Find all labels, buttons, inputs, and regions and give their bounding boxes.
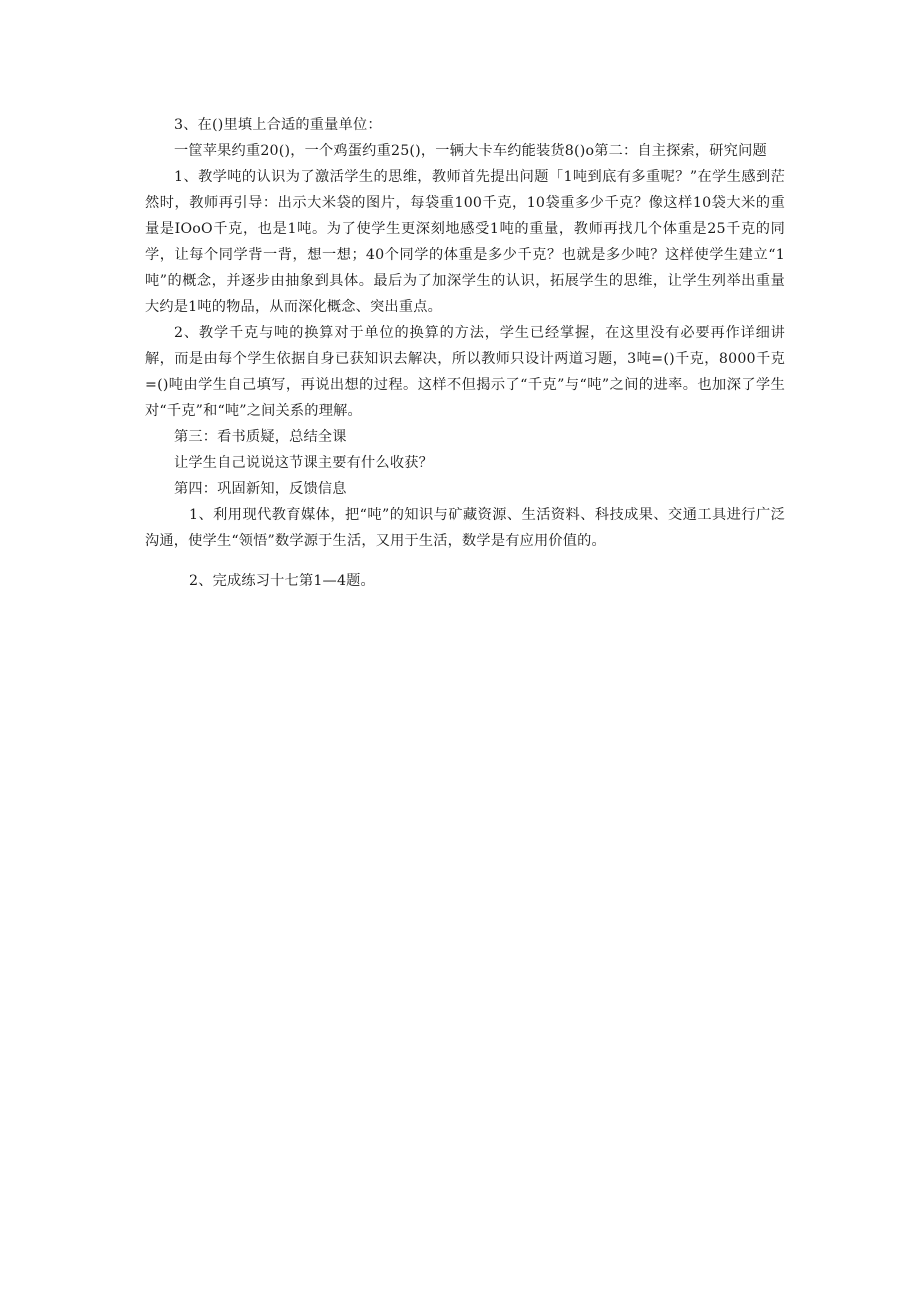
paragraph-modern-media: 1、利用现代教育媒体，把“吨”的知识与矿藏资源、生活资料、科技成果、交通工具进行广泛沟通，使学生“领悟”数学源于生活，又用于生活，数学是有应用价值的。: [145, 507, 785, 549]
section-3-heading: 第三：看书质疑，总结全课: [174, 429, 347, 445]
paragraph-unit-conversion: 2、教学千克与吨的换算对于单位的换算的方法，学生已经掌握，在这里没有必要再作详细讲解，而是由每个学生依据自身已获知识去解决，所以教师只设计两道习题，3吨=()千克，8000千克=()吨由学生自己填写，再说出想的过程。这样不但揭示了“千克”与“吨”之间的进率。也加深了学生对“千克”和“吨”之间关系的理解。: [145, 325, 785, 419]
paragraph-teaching-ton: 1、教学吨的认识为了激活学生的思维，教师首先提出问题「1吨到底有多重呢？”在学生感到茫然时，教师再引导：出示大米袋的图片，每袋重100千克，10袋重多少千克？像这样10袋大米的重量是IOoO千克，也是1吨。为了使学生更深刻地感受1吨的重量，教师再找几个体重是25千克的同学，让每个同学背一背，想一想；40个同学的体重是多少千克？也就是多少吨？这样使学生建立“1吨”的概念，并逐步由抽象到具体。最后为了加深学生的认识，拓展学生的思维，让学生列举出重量大约是1吨的物品，从而深化概念、突出重点。: [145, 169, 785, 315]
question-3-body: 一筐苹果约重20()，一个鸡蛋约重25()，一辆大卡车约能装货8()o第二：自主探索，研究问题: [174, 143, 767, 159]
paragraph-exercise: 2、完成练习十七第1—4题。: [189, 573, 375, 589]
paragraph-gap: [145, 554, 785, 568]
section-4-heading: 第四：巩固新知，反馈信息: [174, 481, 347, 497]
document-page: [145, 112, 785, 594]
question-3-title: 3、在()里填上合适的重量单位：: [174, 117, 382, 133]
section-3-body: 让学生自己说说这节课主要有什么收获？: [174, 455, 433, 471]
